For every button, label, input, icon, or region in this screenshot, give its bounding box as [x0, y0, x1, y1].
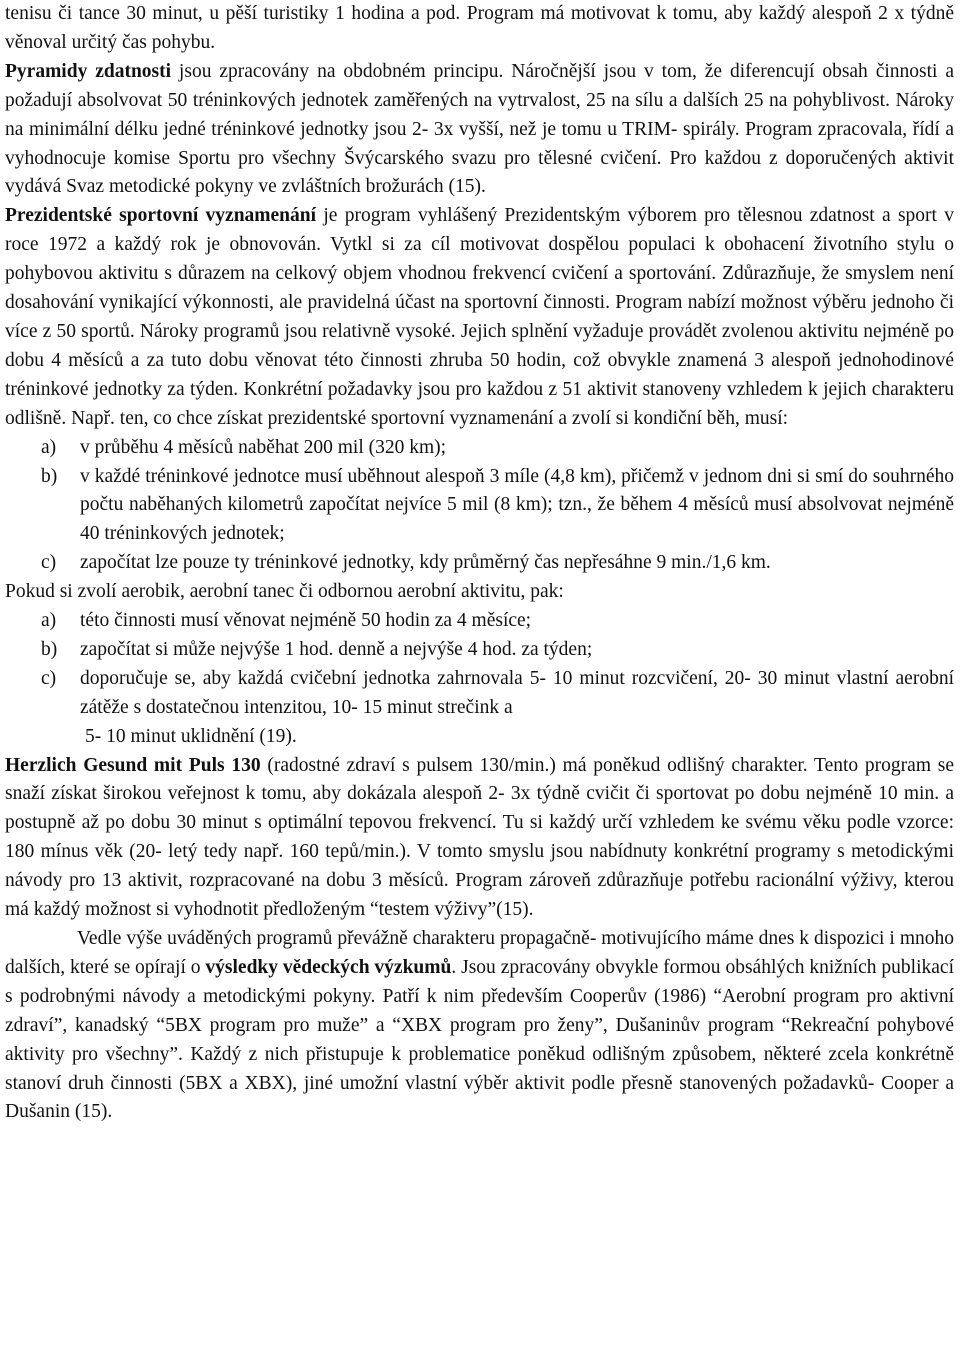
- paragraph-vedle-text-2: . Jsou zpracovány obvykle formou obsáhlých knižních publikací s podrobnými návody a metodickými pokyny. Patří k nim především Cooperův (1986) “Aerobní program pro aktivní zdraví”, kanadský “5BX program pro muže” a “XBX program pro ženy”, Dušaninův program “Rekreační pohybové aktivity pro všechny”. Každý z nich přistupuje k problematice poněkud odlišným způsobem, některé zcela konkrétně stanoví druh činnosti (5BX a XBX), jiné umožní vlastní výběr aktivit podle přesně stanovených požadavků- Cooper a Dušanin (15).: [5, 956, 954, 1123]
- paragraph-herzlich-text: (radostné zdraví s pulsem 130/min.) má poněkud odlišný charakter. Tento program se snaží získat širokou veřejnost k tomu, aby dokázala alespoň 2- 3x týdně cvičit či sportovat po dobu nejméně 10 min. a postupně až po dobu 30 minut s optimální tepovou frekvencí. Tu si každý určí vzhledem ke svému věku podle vzorce: 180 mínus věk (20- letý tedy např. 160 tepů/min.). V tomto smyslu jsou nabídnuty konkrétní programy s metodickými návody pro 13 aktivit, rozpracované na dobu 3 měsíců. Program zároveň zdůrazňuje potřebu racionální výživy, kterou má každý možnost si vyhodnotit předloženým “testem výživy”(15).: [5, 754, 954, 921]
- list-continuation: 5- 10 minut uklidnění (19).: [85, 725, 297, 747]
- list-item: [5, 549, 954, 578]
- term-prezidentske-vyznamenani: Prezidentské sportovní vyznamenání: [5, 205, 317, 227]
- paragraph-prezidentske-text: je program vyhlášený Prezidentským výborem pro tělesnou zdatnost a sport v roce 1972 a každý rok je obnovován. Vytkl si za cíl motivovat dospělou populaci k obohacení životního stylu o pohybovou aktivitu s důrazem na celkový objem vhodnou frekvencí cvičení a sportování. Zdůrazňuje, že smyslem není dosahování vynikající výkonnosti, ale pravidelná účast na sportovní činnosti. Program nabízí možnost výběru jednoho či více z 50 sportů. Nároky programů jsou relativně vysoké. Jejich splnění vyžaduje provádět zvolenou aktivitu nejméně po dobu 4 měsíců a za tuto dobu věnovat této činnosti zhruba 50 hodin, což obvykle znamená 3 alespoň jednohodinové tréninkové jednotky za týden. Konkrétní požadavky jsou pro každou z 51 aktivit stanoveny vzhledem k jejich charakteru odlišně. Např. ten, co chce získat prezidentské sportovní vyznamenání a zvolí si kondiční běh, musí:: [5, 205, 954, 429]
- paragraph-vedle: [5, 925, 954, 1127]
- paragraph-prezidentske: [5, 202, 954, 433]
- list-item: [5, 434, 954, 463]
- paragraph-herzlich: [5, 752, 954, 925]
- paragraph-pyramidy: [5, 58, 954, 203]
- list-item: [5, 636, 954, 665]
- paragraph-aerobik: Pokud si zvolí aerobik, aerobní tanec či odbornou aerobní aktivitu, pak:: [5, 581, 564, 603]
- list-item-text: započítat si může nejvýše 1 hod. denně a nejvýše 4 hod. za týden;: [80, 638, 593, 660]
- list-item: [5, 463, 954, 550]
- list-marker: a): [41, 610, 57, 632]
- list-marker: c): [41, 667, 57, 689]
- list-item-text: započítat lze pouze ty tréninkové jednotky, kdy průměrný čas nepřesáhne 9 min./1,6 km.: [80, 552, 771, 574]
- list-item-text: této činnosti musí věnovat nejméně 50 hodin za 4 měsíce;: [80, 610, 532, 632]
- list-aerobik: [5, 607, 954, 723]
- list-item-text: v každé tréninkové jednotce musí uběhnout alespoň 3 míle (4,8 km), přičemž v jednom dni si smí do souhrného počtu naběhaných kilometrů započítat nejvíce 5 mil (8 km); tzn., že během 4 měsíců musí absolvovat nejméně 40 tréninkových jednotek;: [80, 465, 954, 545]
- term-vysledky-vyzkumu: výsledky vědeckých výzkumů: [205, 956, 452, 978]
- list-marker: a): [41, 436, 57, 458]
- list-kondicni-beh: [5, 434, 954, 579]
- list-item-text: v průběhu 4 měsíců naběhat 200 mil (320 km);: [80, 436, 447, 458]
- term-herzlich-gesund: Herzlich Gesund mit Puls 130: [5, 754, 261, 776]
- list-marker: b): [41, 638, 58, 660]
- list-marker: c): [41, 552, 57, 574]
- paragraph-vedle-text-1: Vedle výše uváděných programů převážně charakteru propagačně- motivujícího máme dnes k dispozici i mnoho dalších, které se opírají o: [5, 928, 954, 978]
- list-item-text: doporučuje se, aby každá cvičební jednotka zahrnovala 5- 10 minut rozcvičení, 20- 30 minut vlastní aerobní zátěže s dostatečnou intenzitou, 10- 15 minut strečink a: [80, 667, 954, 718]
- list-marker: b): [41, 465, 58, 487]
- paragraph-intro: tenisu či tance 30 minut, u pěší turistiky 1 hodina a pod. Program má motivovat k tomu, aby každý alespoň 2 x týdně věnoval určitý čas pohybu.: [5, 3, 954, 53]
- paragraph-pyramidy-text: jsou zpracovány na obdobném principu. Náročnější jsou v tom, že diferencují obsah činnosti a požadují absolvovat 50 tréninkových jednotek zaměřených na vytrvalost, 25 na sílu a dalších 25 na pohyblivost. Nároky na minimální délku jedné tréninkové jednotky jsou 2- 3x vyšší, než je tomu u TRIM- spirály. Program zpracovala, řídí a vyhodnocuje komise Sportu pro všechny Švýcarského svazu pro tělesné cvičení. Pro každou z doporučených aktivit vydává Svaz metodické pokyny ve zvláštních brožurách (15).: [5, 60, 954, 198]
- list-item: [5, 665, 954, 723]
- list-item: [5, 607, 954, 636]
- term-pyramidy-zdatnosti: Pyramidy zdatnosti: [5, 60, 172, 82]
